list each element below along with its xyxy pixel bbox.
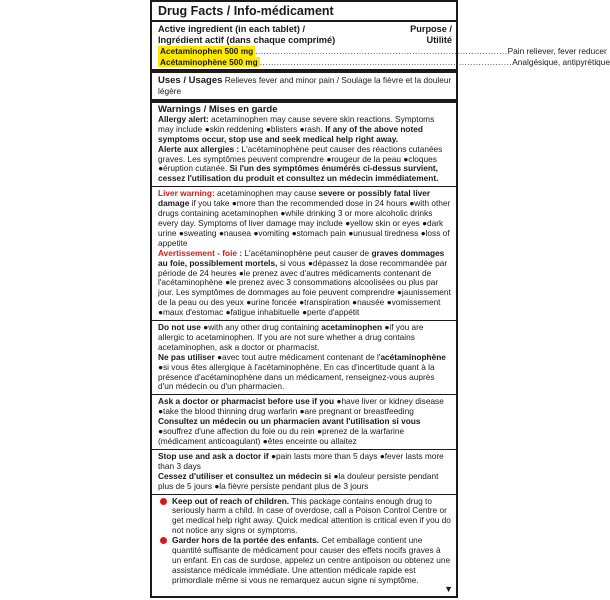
warnings-section xyxy=(152,103,456,184)
warnings-heading: Warnings / Mises en garde xyxy=(158,104,278,115)
purpose-heading-fr: Utilité xyxy=(426,35,452,45)
uses-text: Relieves fever and minor pain / Soulage la fièvre et la douleur légère xyxy=(158,75,452,96)
drug-facts-panel xyxy=(150,0,610,598)
allergy-alert-en: Allergy alert: acetaminophen may cause severe skin reactions. Symptoms may include ●skin reddening ●blisters ●rash. If any of the above noted symptoms occur, stop use and seek medical help right away. xyxy=(158,113,435,144)
active-ingredient-heading-en: Active ingredient (in each tablet) / xyxy=(158,24,306,34)
do-not-use-fr: Ne pas utiliser ●avec tout autre médicament contenant de l'acétaminophène ●si vous êtes allergique à l'acétaminophène. En cas d'incertitude quant à la présence d'acétaminophène dans un médicament, renseignez-vous auprès d'un médecin ou d'un pharmacien. xyxy=(158,351,446,392)
ask-doctor-en: Ask a doctor or pharmacist before use if you ●have liver or kidney disease ●take the blood thinning drug warfarin ●are pregnant or breastfeeding xyxy=(158,396,444,417)
stop-use-en: Stop use and ask a doctor if ●pain lasts more than 5 days ●fever lasts more than 3 days xyxy=(158,450,444,471)
ingredient-row xyxy=(158,46,607,57)
stop-use-fr: Cessez d'utiliser et consultez un médecin si ●la douleur persiste pendant plus de 5 jours ●la fièvre persiste pendant plus de 3 jours xyxy=(158,470,439,491)
purpose-heading-en: Purpose / xyxy=(410,24,452,34)
uses-section xyxy=(152,73,456,99)
leader-dots: .......................................................................................... xyxy=(255,46,508,56)
liver-warning-section xyxy=(152,187,456,318)
continue-arrow-icon: ▼ xyxy=(444,584,453,594)
leader-dots: .......................................................................................... xyxy=(259,56,513,67)
panel-title: Drug Facts / Info-médicament xyxy=(152,2,456,22)
ask-doctor-fr: Consultez un médecin ou un pharmacien avant l'utilisation si vous ●souffrez d'une affection du foie ou du rein ●prenez de la warfarine (médicament anticoagulant) ●êtes enceinte ou allaitez xyxy=(158,416,421,446)
ingredient-purpose: Pain reliever, fever reducer xyxy=(507,46,607,56)
ingredient-name: Acetaminophen 500 mg xyxy=(160,46,254,56)
keep-out-en: Keep out of reach of children. This package contains enough drug to seriously harm a child. In case of overdose, call a Poison Control Centre or get medical help right away. Quick medical attention is critical even if you do not notice any signs or symptoms. xyxy=(158,497,452,537)
stop-use-section xyxy=(152,450,456,492)
uses-heading: Uses / Usages xyxy=(158,75,223,86)
do-not-use-section xyxy=(152,321,456,392)
allergy-alert-fr: Alerte aux allergies : L'acétaminophène peut causer des réactions cutanées graves. Les symptômes peuvent comprendre ●rougeur de la peau ●cloques ●éruption cutanée. Si l'un des symptômes énumérés ci-dessus survient, cessez l'utilisation du produit et consultez un médecin immédiatement. xyxy=(158,143,443,184)
warning-dot-icon xyxy=(160,537,167,544)
ingredient-row xyxy=(158,56,610,70)
ingredient-name: Acétaminophène 500 mg xyxy=(160,56,258,67)
active-ingredient-heading-fr: Ingrédient actif (dans chaque comprimé) xyxy=(158,35,336,45)
ingredient-purpose: Analgésique, antipyrétique xyxy=(512,56,610,67)
liver-warning-en: Liver warning: acetaminophen may cause severe or possibly fatal liver damage if you take ●more than the recommended dose in 24 hours ●with other drugs containing acetaminophen ●while drinking 3 or more alcoholic drinks every day. Symptoms of liver damage may include ●yellow skin or eyes ●dark urine ●sweating ●nausea ●vomiting ●stomach pain ●unusual tiredness ●loss of appetite xyxy=(158,188,451,248)
active-ingredient-header xyxy=(158,22,452,46)
do-not-use-en: Do not use ●with any other drug containing acetaminophen ●if you are allergic to acetaminophen. If you are not sure whether a drug contains acetaminophen, ask a doctor or pharmacist. xyxy=(158,322,424,352)
keep-out-fr: Garder hors de la portée des enfants. Cet emballage contient une quantité suffisante de médicament pour causer des effets nocifs graves à un enfant. En cas de surdose, appelez un centre antipoison ou obtenez une assistance médicale immédiate. Une attention médicale rapide est primordiale même si vous ne remarquez aucun signe ni symptôme. xyxy=(158,536,452,586)
active-ingredient-section xyxy=(152,22,610,69)
warning-dot-icon xyxy=(160,498,167,505)
ask-doctor-section xyxy=(152,395,456,447)
keep-out-section xyxy=(152,495,456,586)
liver-warning-fr: Avertissement - foie : L'acétaminophène peut causer de graves dommages au foie, possiblement mortels, si vous ●dépassez la dose recommandée par période de 24 heures ●le prenez avec d'autres médicaments contenant de l'acétaminophène ●le prenez avec 3 consommations alcoolisées ou plus par jour. Les symptômes de dommages au foie peuvent comprendre ●jaunissement de la peau ou des yeux ●urine foncée ●transpiration ●nausée ●vomissement ●maux d'estomac ●fatigue inhabituelle ●perte d'appétit xyxy=(158,247,451,318)
